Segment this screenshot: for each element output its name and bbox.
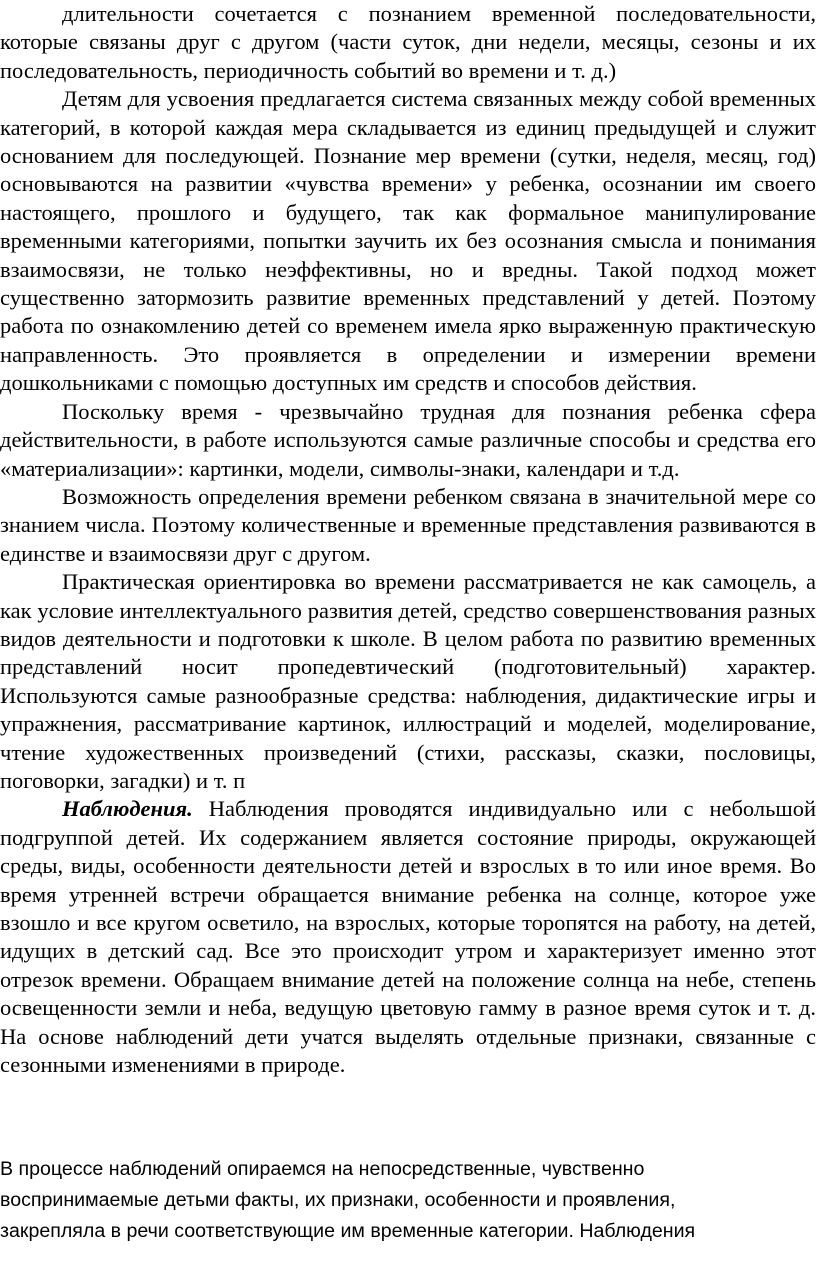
paragraph-observations <box>0 795 816 1079</box>
tail-line-1: В процессе наблюдений опираемся на непосредственные, чувственно <box>0 1158 645 1180</box>
tail-line-2: воспринимаемые детьми факты, их признаки, особенности и проявления, <box>0 1189 676 1211</box>
paragraph-1: длительности сочетается с познанием временной последовательности, которые связаны друг с другом (части суток, дни недели, месяцы, сезоны и их последовательность, периодичность событий во времени и т. д.) <box>0 1 816 83</box>
paragraph-5: Практическая ориентировка во времени рассматривается не как самоцель, а как условие интеллектуального развития детей, средство совершенствования разных видов деятельности и подготовки к школе. В целом работа по развитию временных представлений носит пропедевтический (подготовительный) характер. Используются самые разнообразные средства: наблюдения, дидактические игры и упражнения, рассматривание картинок, иллюстраций и моделей, моделирование, чтение художественных произведений (стихи, рассказы, сказки, пословицы, поговорки, загадки) и т. п <box>0 569 816 793</box>
paragraph-3: Поскольку время - чрезвычайно трудная для познания ребенка сфера действительности, в работе используются самые различные способы и средства его «материализации»: картинки, модели, символы-знаки, календари и т.д. <box>0 398 816 481</box>
observations-text: Наблюдения проводятся индивидуально или с небольшой подгруппой детей. Их содержанием является состояние природы, окружающей среды, виды, особенности деятельности детей и взрослых в то или иное время. Во время утренней встречи обращается внимание ребенка на солнце, которое уже взошло и все кругом осветило, на взрослых, которые торопятся на работу, на детей, идущих в детский сад. Все это происходит утром и характеризует именно этот отрезок времени. Обращаем внимание детей на положение солнца на небе, степень освещенности земли и неба, ведущую цветовую гамму в разное время суток и т. д. На основе наблюдений дети учатся выделять отдельные признаки, связанные с сезонными изменениями в природе. <box>0 796 816 1078</box>
tail-line-3: закрепляла в речи соответствующие им временные категории. Наблюдения <box>0 1220 696 1242</box>
observations-heading: Наблюдения. <box>62 796 193 822</box>
paragraph-2: Детям для усвоения предлагается система связанных между собой временных категорий, в которой каждая мера складывается из единиц предыдущей и служит основанием для последующей. Познание мер времени (сутки, неделя, месяц, год) основываются на развитии «чувства времени» у ребенка, осознании им своего настоящего, прошлого и будущего, так как формальное манипулирование временными категориями, попытки заучить их без осознания смысла и понимания взаимосвязи, не только неэффективны, но и вредны. Такой подход может существенно затормозить развитие временных представлений у детей. Поэтому работа по ознакомлению детей со временем имела ярко выраженную практическую направленность. Это проявляется в определении и измерении времени дошкольниками с помощью доступных им средств и способов действия. <box>0 86 816 396</box>
tail-block <box>0 1154 816 1247</box>
paragraph-4: Возможность определения времени ребенком связана в значительной мере со знанием числа. Поэтому количественные и временные представления развиваются в единстве и взаимосвязи друг с другом. <box>0 483 816 566</box>
